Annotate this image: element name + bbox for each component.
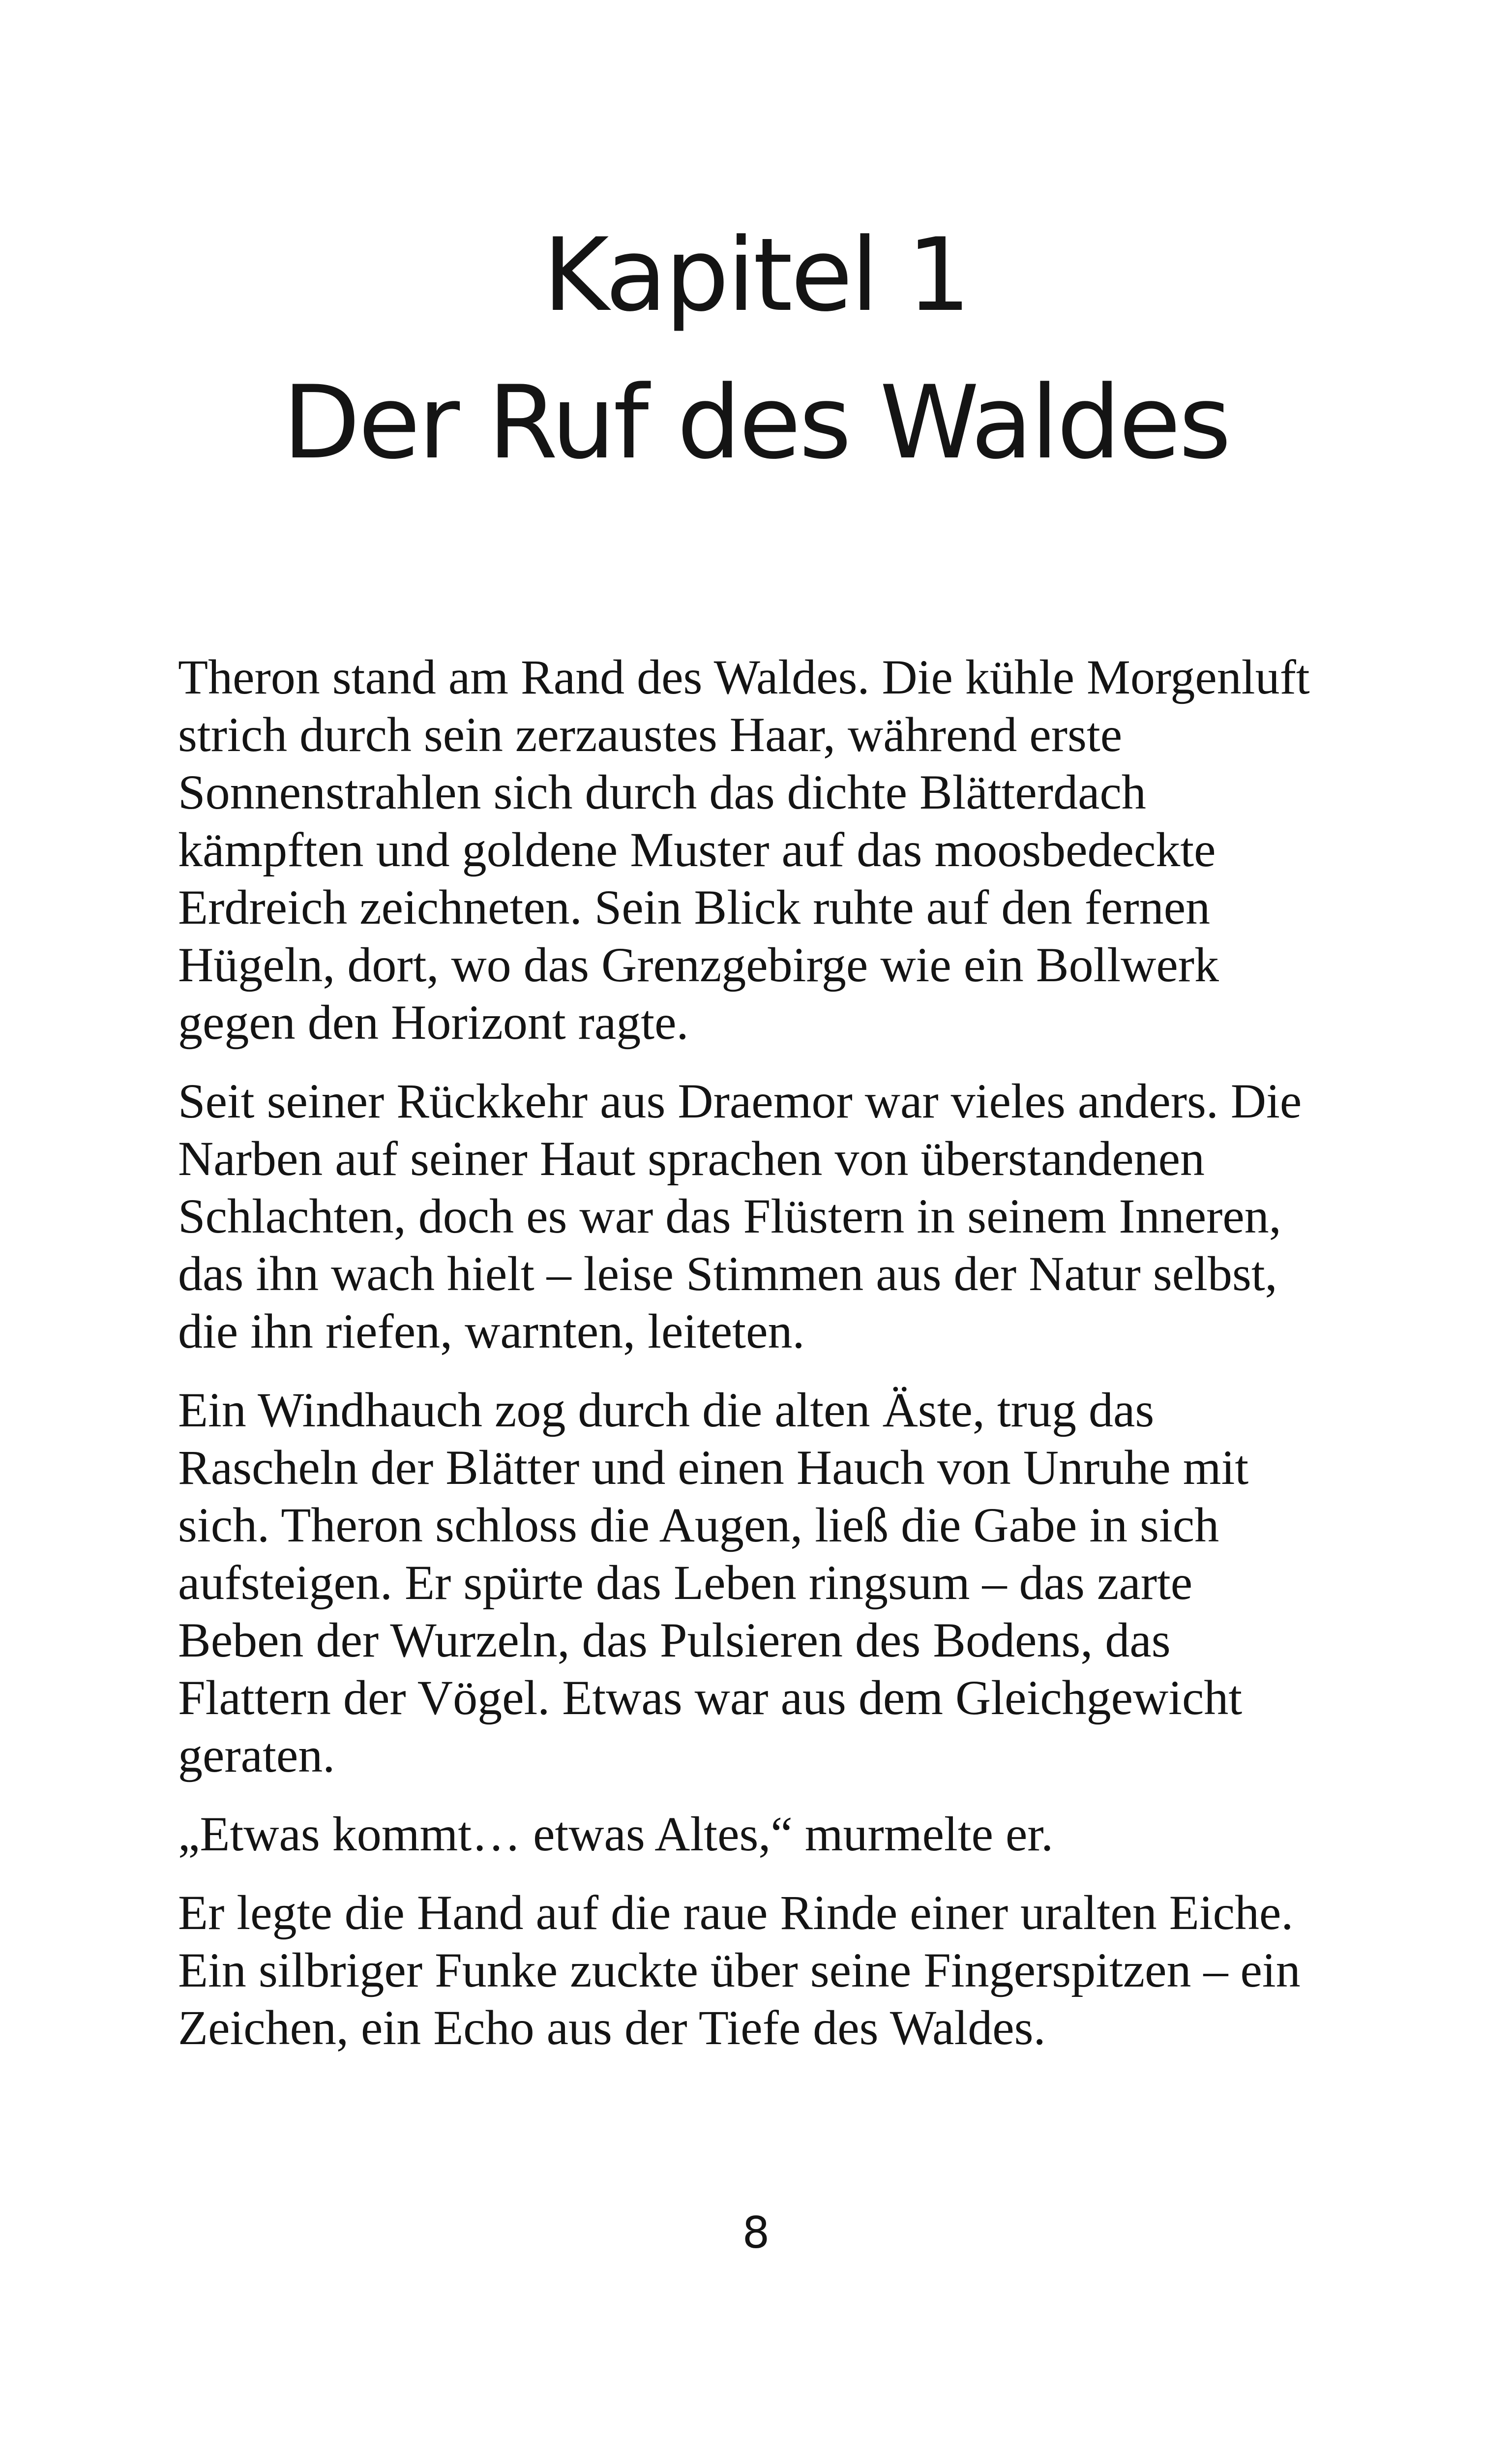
text-line: Zeichen, ein Echo aus der Tiefe des Waldes. xyxy=(178,2000,1046,2055)
chapter-heading xyxy=(0,202,1512,497)
chapter-number: Kapitel 1 xyxy=(543,217,969,334)
paragraph-5 xyxy=(178,1884,1338,2056)
text-line: Ein silbriger Funke zuckte über seine Fingerspitzen – ein xyxy=(178,1943,1301,1997)
paragraph-3 xyxy=(178,1381,1338,1784)
text-line: das ihn wach hielt – leise Stimmen aus der Natur selbst, xyxy=(178,1246,1277,1301)
text-line: „Etwas kommt… etwas Altes,“ murmelte er. xyxy=(178,1807,1054,1861)
text-line: gegen den Horizont ragte. xyxy=(178,995,689,1050)
text-line: Theron stand am Rand des Waldes. Die kühle Morgenluft xyxy=(178,650,1310,704)
page-number: 8 xyxy=(742,2207,770,2258)
text-line: Flattern der Vögel. Etwas war aus dem Gleichgewicht xyxy=(178,1670,1243,1725)
text-line: aufsteigen. Er spürte das Leben ringsum – das zarte xyxy=(178,1555,1193,1610)
text-line: sich. Theron schloss die Augen, ließ die Gabe in sich xyxy=(178,1498,1219,1552)
text-line: die ihn riefen, warnten, leiteten. xyxy=(178,1304,805,1358)
text-line: Sonnenstrahlen sich durch das dichte Blätterdach xyxy=(178,765,1146,819)
text-line: Ein Windhauch zog durch die alten Äste, trug das xyxy=(178,1383,1155,1437)
paragraph-2 xyxy=(178,1072,1338,1360)
text-line: Er legte die Hand auf die raue Rinde einer uralten Eiche. xyxy=(178,1885,1294,1940)
paragraph-4 xyxy=(178,1805,1338,1863)
chapter-body xyxy=(178,648,1338,2078)
text-line: Erdreich zeichneten. Sein Blick ruhte auf den fernen xyxy=(178,880,1211,935)
chapter-title: Der Ruf des Waldes xyxy=(282,364,1230,482)
text-line: strich durch sein zerzaustes Haar, während erste xyxy=(178,707,1123,762)
text-line: Schlachten, doch es war das Flüstern in seinem Inneren, xyxy=(178,1189,1281,1243)
text-line: Rascheln der Blätter und einen Hauch von Unruhe mit xyxy=(178,1440,1249,1495)
text-line: Hügeln, dort, wo das Grenzgebirge wie ein Bollwerk xyxy=(178,937,1219,992)
text-line: Beben der Wurzeln, das Pulsieren des Bodens, das xyxy=(178,1613,1171,1667)
text-line: kämpften und goldene Muster auf das moosbedeckte xyxy=(178,822,1216,877)
text-line: geraten. xyxy=(178,1728,335,1782)
text-line: Narben auf seiner Haut sprachen von überstandenen xyxy=(178,1131,1205,1186)
text-line: Seit seiner Rückkehr aus Draemor war vieles anders. Die xyxy=(178,1074,1302,1128)
paragraph-1 xyxy=(178,648,1338,1051)
